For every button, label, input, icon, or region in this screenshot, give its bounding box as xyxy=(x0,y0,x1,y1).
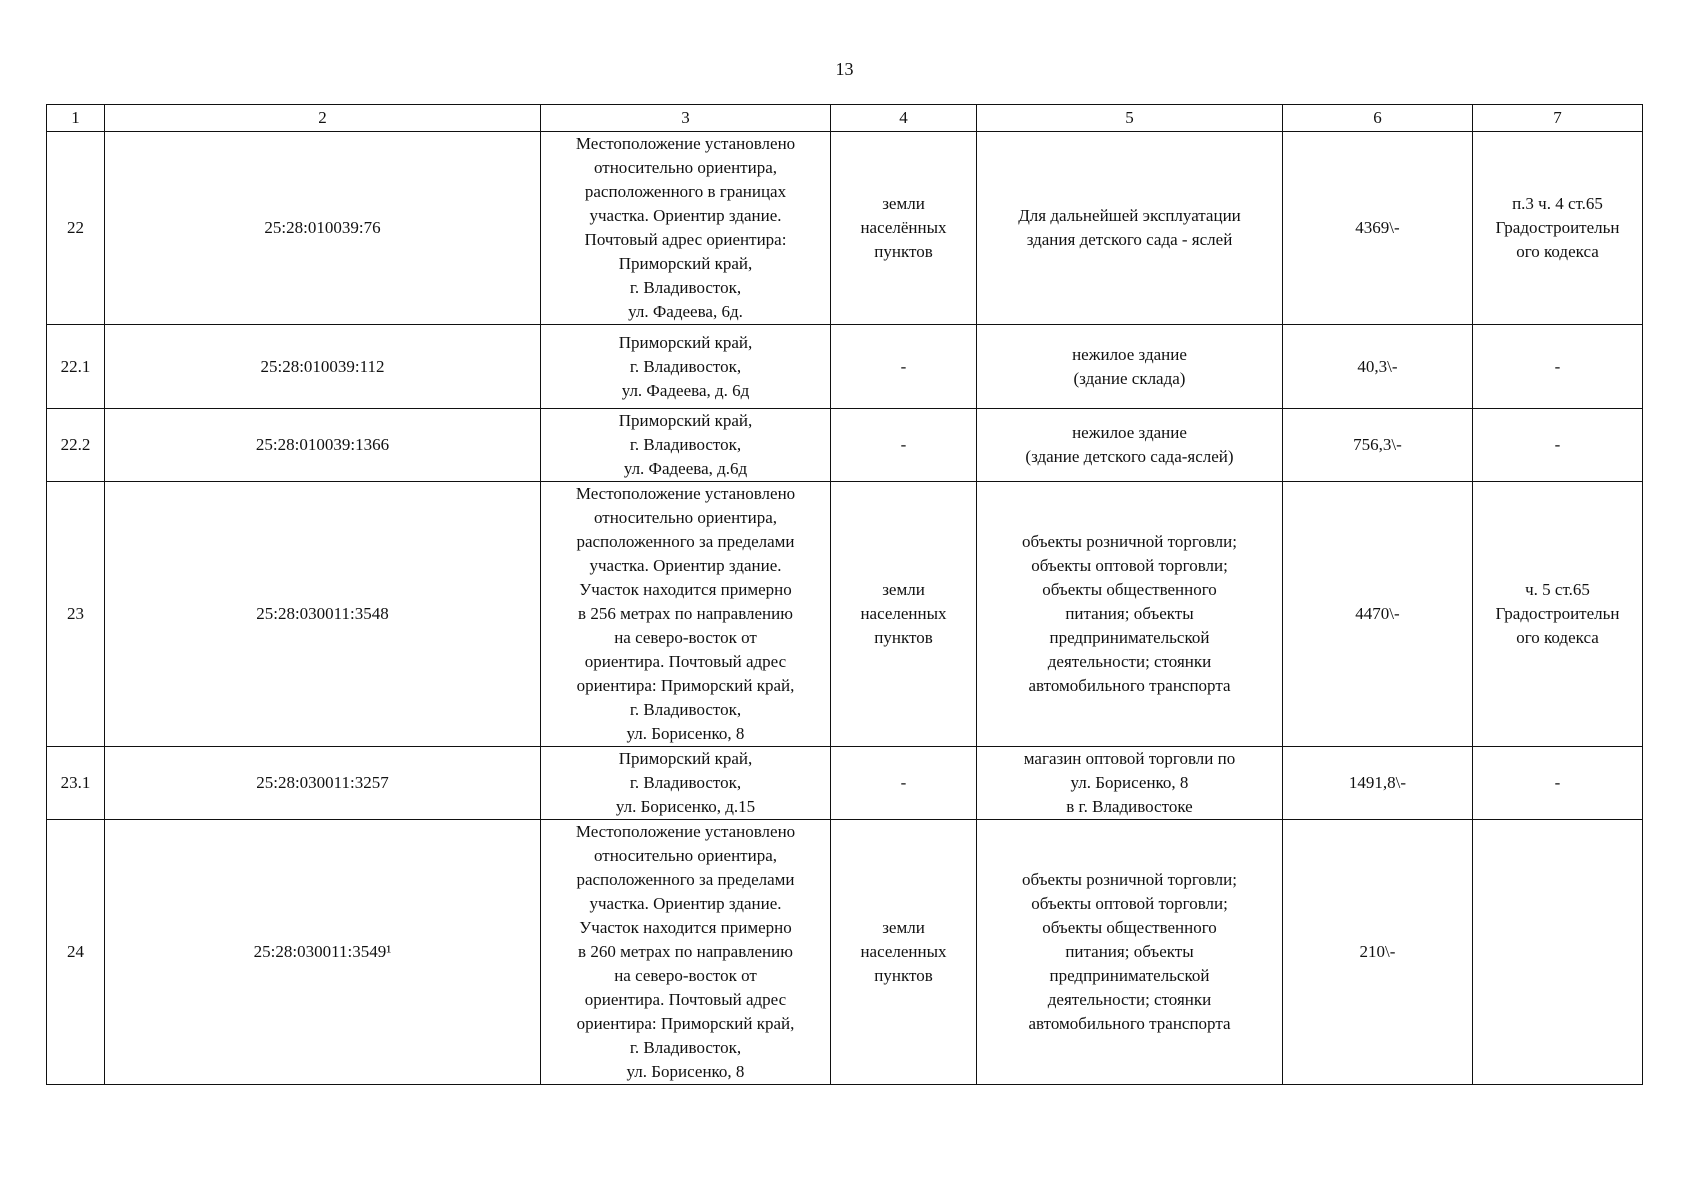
location-cell: Местоположение установлено относительно ориентира, расположенного за пределами участка. Ориентир здание. Участок находится примерно в 260 метрах по направлению на северо-восток от ориентира. Почтовый адрес ориентира: Приморский край, г. Владивосток, ул. Борисенко, 8 xyxy=(541,820,831,1085)
land-category-cell: земли населённых пунктов xyxy=(831,132,977,325)
area-cell: 210\- xyxy=(1283,820,1473,1085)
table-row xyxy=(47,820,1643,1085)
row-number-cell: 22.2 xyxy=(47,409,105,482)
column-number-header: 6 xyxy=(1283,105,1473,132)
area-cell: 4470\- xyxy=(1283,482,1473,747)
page-number: 13 xyxy=(835,59,854,79)
row-number-cell: 23.1 xyxy=(47,747,105,820)
table-row xyxy=(47,482,1643,747)
permitted-use-cell: нежилое здание (здание склада) xyxy=(977,325,1283,409)
area-cell: 756,3\- xyxy=(1283,409,1473,482)
column-number-header: 5 xyxy=(977,105,1283,132)
permitted-use-cell: объекты розничной торговли; объекты оптовой торговли; объекты общественного питания; объекты предпринимательской деятельности; стоянки автомобильного транспорта xyxy=(977,820,1283,1085)
row-number-cell: 22 xyxy=(47,132,105,325)
permitted-use-cell: нежилое здание (здание детского сада-яслей) xyxy=(977,409,1283,482)
location-cell: Местоположение установлено относительно ориентира, расположенного за пределами участка. Ориентир здание. Участок находится примерно в 256 метрах по направлению на северо-восток от ориентира. Почтовый адрес ориентира: Приморский край, г. Владивосток, ул. Борисенко, 8 xyxy=(541,482,831,747)
permitted-use-cell: объекты розничной торговли; объекты оптовой торговли; объекты общественного питания; объекты предпринимательской деятельности; стоянки автомобильного транспорта xyxy=(977,482,1283,747)
column-number-header: 2 xyxy=(105,105,541,132)
legal-basis-cell: - xyxy=(1473,325,1643,409)
column-number-header: 4 xyxy=(831,105,977,132)
permitted-use-cell: магазин оптовой торговли по ул. Борисенко, 8 в г. Владивостоке xyxy=(977,747,1283,820)
cadastral-number-cell: 25:28:010039:76 xyxy=(105,132,541,325)
column-number-header: 1 xyxy=(47,105,105,132)
legal-basis-cell: - xyxy=(1473,409,1643,482)
area-cell: 40,3\- xyxy=(1283,325,1473,409)
legal-basis-cell: - xyxy=(1473,747,1643,820)
row-number-cell: 22.1 xyxy=(47,325,105,409)
cadastral-number-cell: 25:28:010039:1366 xyxy=(105,409,541,482)
land-registry-table xyxy=(46,104,1643,1085)
location-cell: Приморский край, г. Владивосток, ул. Борисенко, д.15 xyxy=(541,747,831,820)
permitted-use-cell: Для дальнейшей эксплуатации здания детского сада - яслей xyxy=(977,132,1283,325)
legal-basis-cell: п.3 ч. 4 ст.65 Градостроительн ого кодекса xyxy=(1473,132,1643,325)
cadastral-number-cell: 25:28:030011:3549¹ xyxy=(105,820,541,1085)
land-category-cell: - xyxy=(831,747,977,820)
legal-basis-cell xyxy=(1473,820,1643,1085)
table-row xyxy=(47,325,1643,409)
table-row xyxy=(47,747,1643,820)
column-number-header: 7 xyxy=(1473,105,1643,132)
row-number-cell: 24 xyxy=(47,820,105,1085)
row-number-cell: 23 xyxy=(47,482,105,747)
cadastral-number-cell: 25:28:030011:3548 xyxy=(105,482,541,747)
legal-basis-cell: ч. 5 ст.65 Градостроительн ого кодекса xyxy=(1473,482,1643,747)
land-category-cell: земли населенных пунктов xyxy=(831,482,977,747)
area-cell: 4369\- xyxy=(1283,132,1473,325)
location-cell: Приморский край, г. Владивосток, ул. Фадеева, д. 6д xyxy=(541,325,831,409)
land-category-cell: - xyxy=(831,409,977,482)
location-cell: Приморский край, г. Владивосток, ул. Фадеева, д.6д xyxy=(541,409,831,482)
location-cell: Местоположение установлено относительно ориентира, расположенного в границах участка. Ориентир здание. Почтовый адрес ориентира: Приморский край, г. Владивосток, ул. Фадеева, 6д. xyxy=(541,132,831,325)
land-category-cell: земли населенных пунктов xyxy=(831,820,977,1085)
column-number-header: 3 xyxy=(541,105,831,132)
table-row xyxy=(47,132,1643,325)
cadastral-number-cell: 25:28:010039:112 xyxy=(105,325,541,409)
land-category-cell: - xyxy=(831,325,977,409)
column-number-row xyxy=(47,105,1643,132)
table-row xyxy=(47,409,1643,482)
area-cell: 1491,8\- xyxy=(1283,747,1473,820)
cadastral-number-cell: 25:28:030011:3257 xyxy=(105,747,541,820)
